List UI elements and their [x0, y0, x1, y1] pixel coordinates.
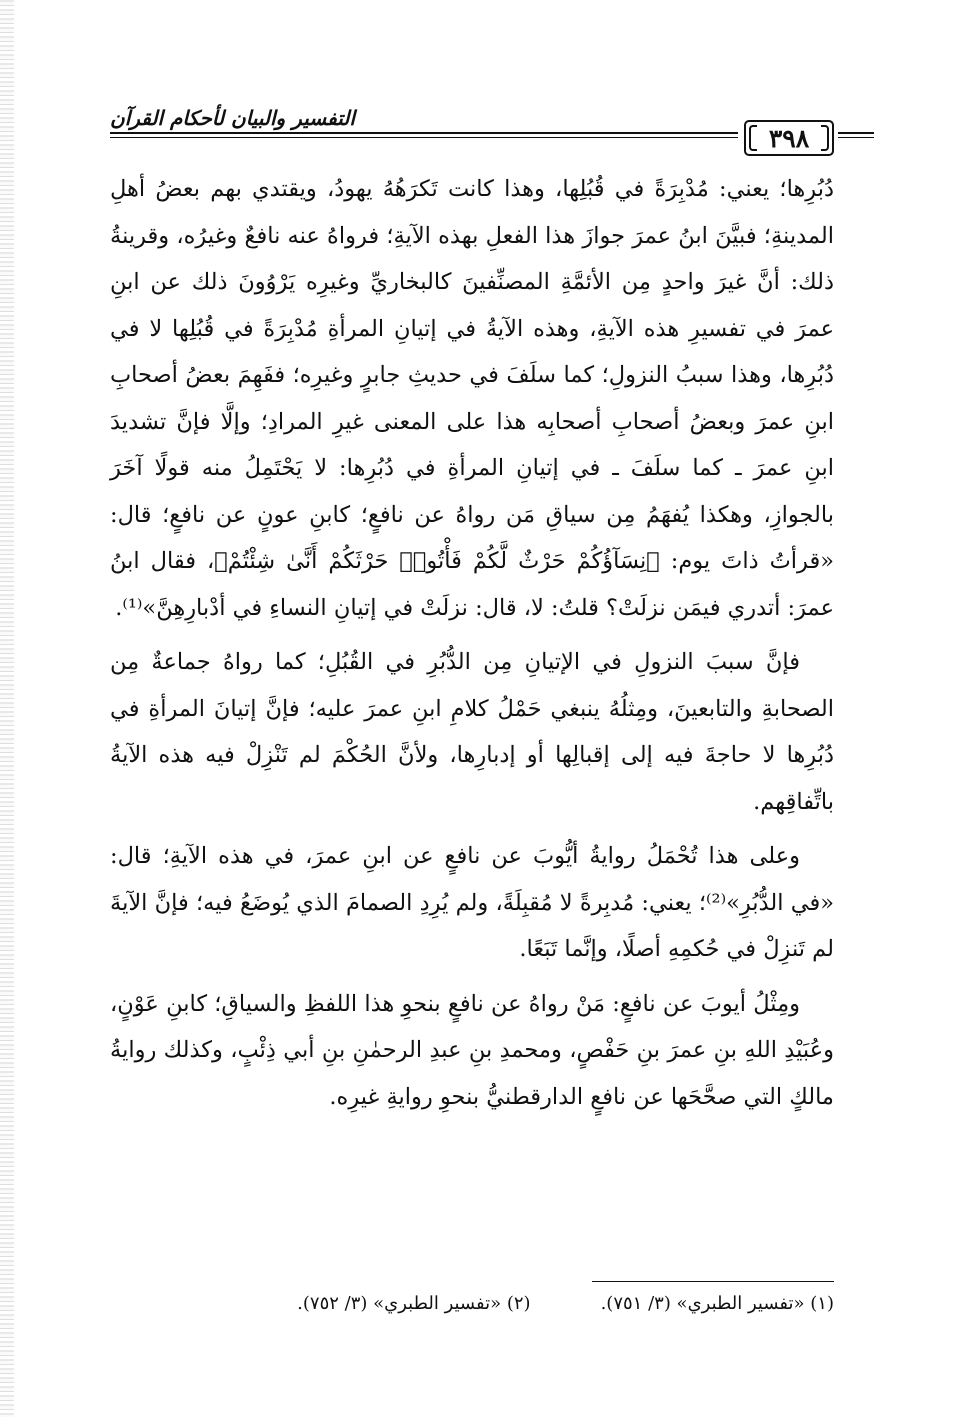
body-text — [110, 166, 834, 1128]
page-number: ٣٩٨ — [744, 120, 834, 156]
header-rule-right — [838, 132, 874, 138]
scan-edge-artifact — [0, 0, 14, 1417]
footnote-1: (١) «تفسير الطبري» (٣/ ٧٥١). — [600, 1293, 834, 1314]
running-title: التفسير والبيان لأحكام القرآن — [110, 106, 355, 130]
footnote-rule — [592, 1281, 834, 1282]
page-header — [110, 92, 834, 154]
paragraph-1: دُبُرِها؛ يعني: مُدْبِرَةً في قُبُلِها، وهذا كانت تَكرَهُهُ يهودُ، ويقتدي بهم بعضُ أهلِ المدينةِ؛ فبيَّنَ ابنُ عمرَ جوازَ هذا الفعلِ بهذه الآيةِ؛ فرواهُ عنه نافعٌ وغيرُه، وقرينةُ ذلك: أنَّ غيرَ واحدٍ مِن الأئمَّةِ المصنِّفينَ كالبخاريِّ وغيرِه يَرْوُونَ ذلك عن ابنِ عمرَ في تفسيرِ هذه الآيةِ، وهذه الآيةُ في إتيانِ المرأةِ مُدْبِرَةً في قُبُلِها لا في دُبُرِها، وهذا سببُ النزولِ؛ كما سلَفَ في حديثِ جابرٍ وغيرِه؛ ففَهِمَ بعضُ أصحابِ ابنِ عمرَ وبعضُ أصحابِ أصحابِه هذا على المعنى غيرِ المرادِ؛ وإلَّا فإنَّ تشديدَ ابنِ عمرَ ـ كما سلَفَ ـ في إتيانِ المرأةِ في دُبُرِها: لا يَحْتَمِلُ منه قولًا آخَرَ بالجوازِ، وهكذا يُفهَمُ مِن سياقِ مَن رواهُ عن نافعٍ؛ كابنِ عونٍ عن نافعٍ؛ قال: «قرأتُ ذاتَ يوم: ﴿نِسَآؤُكُمْ حَرْثٌ لَّكُمْ فَأْتُوا۟ حَرْثَكُمْ أَنَّىٰ شِئْتُمْ﴾، فقال ابنُ عمرَ: أتدري فيمَن نزلَتْ؟ قلتُ: لا، قال: نزلَتْ في إتيانِ النساءِ في أدْبارِهِنَّ»⁽¹⁾. — [110, 176, 834, 621]
footnotes — [110, 1293, 834, 1314]
paragraph-2: فإنَّ سببَ النزولِ في الإتيانِ مِن الدُّبُرِ في القُبُلِ؛ كما رواهُ جماعةٌ مِن الصحابةِ والتابعينَ، ومِثلُهُ ينبغي حَمْلُ كلامِ ابنِ عمرَ عليه؛ فإنَّ إتيانَ المرأةِ في دُبُرِها لا حاجةَ فيه إلى إقبالِها أو إدبارِها، ولأنَّ الحُكْمَ لم تَنْزِلْ فيه هذه الآيةُ باتِّفاقِهم. — [110, 649, 834, 815]
footnote-2: (٢) «تفسير الطبري» (٣/ ٧٥٢). — [297, 1293, 531, 1314]
header-rule — [110, 132, 738, 138]
paragraph-3: وعلى هذا تُحْمَلُ روايةُ أيُّوبَ عن نافعٍ عن ابنِ عمرَ، في هذه الآيةِ؛ قال: «في الدُّبُرِ»⁽²⁾؛ يعني: مُدبِرةً لا مُقبِلَةً، ولم يُرِدِ الصمامَ الذي يُوضَعُ فيه؛ فإنَّ الآيةَ لم تَنزِلْ في حُكمِهِ أصلًا، وإنَّما تَبَعًا. — [110, 843, 834, 962]
paragraph-4: ومِثْلُ أيوبَ عن نافعٍ: مَنْ رواهُ عن نافعٍ بنحوِ هذا اللفظِ والسياقِ؛ كابنِ عَوْنٍ، وعُبَيْدِ اللهِ بنِ عمرَ بنِ حَفْصٍ، ومحمدِ بنِ عبدِ الرحمٰنِ بنِ أبي ذِئْبٍ، وكذلك روايةُ مالكٍ التي صحَّحَها عن نافعٍ الدارقطنيُّ بنحوِ روايةِ غيرِه. — [110, 990, 834, 1110]
